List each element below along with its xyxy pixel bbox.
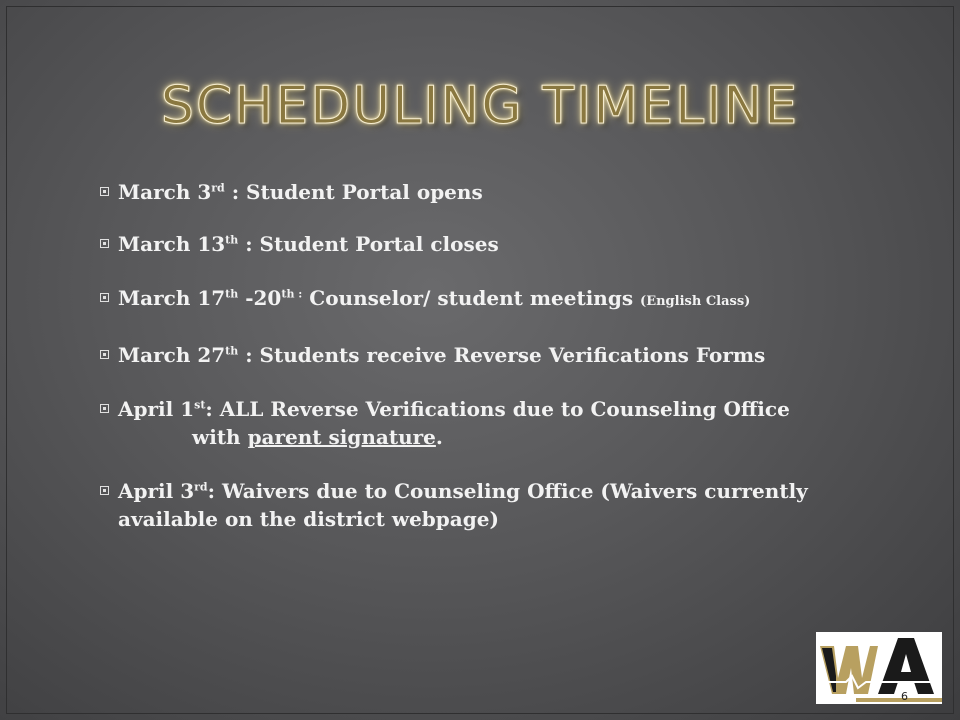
item-text: with bbox=[192, 425, 248, 449]
underlined-text: parent signature bbox=[247, 425, 436, 449]
item-continuation bbox=[118, 425, 443, 449]
square-bullet-icon bbox=[100, 239, 109, 248]
item-text: Counselor/ student meetings bbox=[302, 286, 641, 310]
item-date-suffix: st bbox=[194, 398, 206, 412]
item-date-end: -20 bbox=[238, 286, 282, 310]
item-date: March 13 bbox=[118, 232, 226, 256]
item-text: : Student Portal opens bbox=[224, 180, 483, 204]
item-text: . bbox=[435, 425, 443, 449]
item-date: April 3 bbox=[118, 479, 195, 503]
page-number: 6 bbox=[901, 690, 908, 703]
timeline-item-4 bbox=[100, 341, 900, 369]
item-date: March 17 bbox=[118, 286, 226, 310]
item-date-suffix: th bbox=[225, 344, 239, 358]
item-date: March 27 bbox=[118, 343, 226, 367]
square-bullet-icon bbox=[100, 404, 109, 413]
timeline-item-6 bbox=[100, 477, 898, 533]
square-bullet-icon bbox=[100, 350, 109, 359]
item-date-suffix: th bbox=[225, 233, 239, 247]
timeline-item-3 bbox=[100, 284, 900, 316]
timeline-item-1 bbox=[100, 178, 900, 206]
square-bullet-icon bbox=[100, 187, 109, 196]
item-date-suffix: rd bbox=[194, 480, 208, 494]
item-date-suffix: rd bbox=[211, 181, 225, 195]
item-text: : Student Portal closes bbox=[238, 232, 499, 256]
item-date-suffix: th bbox=[225, 287, 239, 301]
timeline-item-2 bbox=[100, 230, 900, 258]
school-logo bbox=[816, 632, 942, 704]
item-note: (English Class) bbox=[640, 294, 751, 309]
item-text: : ALL Reverse Verifications due to Counseling Office bbox=[205, 397, 790, 421]
item-text: : Students receive Reverse Verifications Forms bbox=[238, 343, 766, 367]
square-bullet-icon bbox=[100, 293, 109, 302]
slide-title: SCHEDULING TIMELINE bbox=[160, 76, 800, 136]
timeline-item-5 bbox=[100, 395, 900, 451]
item-date: April 1 bbox=[118, 397, 195, 421]
item-text: : Waivers due to Counseling Office (Waivers currently available on the district webpage) bbox=[118, 479, 808, 531]
item-date-end-suffix: th : bbox=[281, 287, 303, 301]
wa-logo-icon bbox=[816, 632, 942, 704]
item-date: March 3 bbox=[118, 180, 212, 204]
square-bullet-icon bbox=[100, 486, 109, 495]
timeline-list bbox=[100, 178, 900, 533]
